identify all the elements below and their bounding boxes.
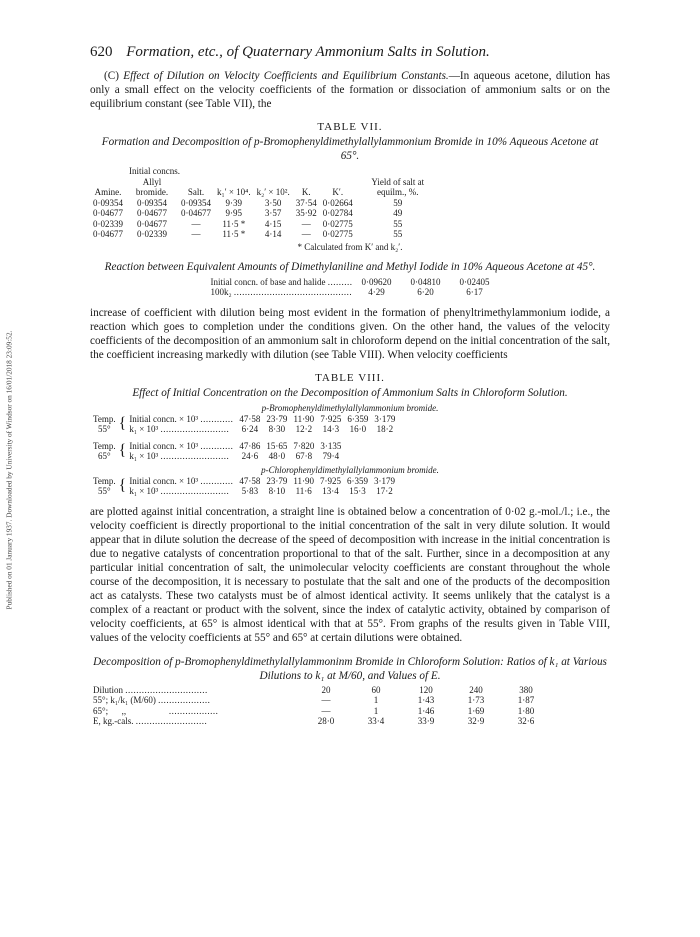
table-row (90, 208, 440, 219)
table-cell: 3·135 (320, 440, 342, 451)
temp-label: Temp. (93, 413, 116, 424)
table7-group-header: Initial concns. (129, 166, 180, 176)
table-cell: 0·04677 (181, 208, 211, 218)
table-cell: 0·04677 (93, 229, 123, 239)
table-cell: 1 (373, 705, 379, 716)
table-cell: 1 (373, 695, 379, 705)
table-cell: — (301, 218, 311, 229)
table-cell: 37·54 (295, 197, 317, 208)
table-cell: 15·65 (266, 440, 288, 451)
table-cell: 32·6 (517, 716, 535, 726)
table-cell: — (191, 229, 201, 239)
table-row (90, 219, 440, 230)
table-cell: 0·09354 (181, 197, 211, 208)
table7-caption: Formation and Decomposition of p-Bromophenyldimethylallylammonium Bromide in 10% Aqueous Acetone at 65°. (101, 136, 599, 162)
table-cell: 0·04677 (93, 208, 123, 218)
table-row (90, 441, 398, 452)
table-cell: 12·2 (295, 424, 313, 434)
table9 (90, 685, 551, 727)
table-cell: 1·43 (417, 695, 435, 705)
table-cell: 4·15 (264, 218, 282, 229)
table7-col-header: Allyl bromide. (135, 176, 169, 197)
table-cell: 28·0 (317, 716, 335, 726)
table7-col-header: k₁′ × 10⁴. (217, 187, 251, 197)
row-label-text: Initial concn. of base and halide (210, 276, 326, 287)
table7-col-header: Yield of salt at equilm., %. (371, 176, 425, 197)
table-cell: 20 (321, 684, 331, 695)
table-cell: 32·9 (467, 716, 485, 726)
running-header (90, 44, 610, 61)
brace-icon: { (118, 477, 127, 494)
body-paragraph: increase of coefficient with dilution being most evident in the formation of phenyltrimethylammonium iodide, a reaction which goes to completion under the conditions given. On the other hand, the values of the velocity coefficients of the decomposition of an ammonium salt in chloroform depend on the initial concentration of the salt, the coefficient increasing markedly with dilution (see Table VIII). When velocity coefficients (90, 306, 610, 361)
table-cell: 6·17 (466, 287, 483, 297)
table-cell: 0·02775 (322, 229, 353, 239)
table-cell: 15·3 (349, 486, 366, 496)
table7-col-header: K′. (332, 187, 344, 197)
table-cell: 1·73 (467, 695, 485, 705)
table-cell (371, 441, 398, 452)
row-label: Initial concn. × 10³ ............ (129, 475, 234, 486)
row-label-text: Initial concn. × 10³ (129, 440, 199, 451)
table-cell: 13·4 (322, 486, 339, 496)
table-cell: 33·9 (417, 716, 435, 726)
table-cell: 4·14 (264, 229, 282, 239)
table-cell: 11·6 (295, 486, 312, 496)
table-cell: 1·69 (467, 705, 485, 716)
brace-icon: { (118, 415, 127, 432)
table-cell: 48·0 (268, 451, 286, 461)
reaction-caption: Reaction between Equivalent Amounts of Dimethylaniline and Methyl Iodide in 10% Aqueous Acetone at 45°. (104, 260, 596, 273)
table-row (90, 414, 398, 425)
table8-caption: Effect of Initial Concentration on the Decomposition of Ammonium Salts in Chloroform Solution. (132, 386, 568, 399)
table-cell: — (321, 705, 331, 716)
table7-col-header: Amine. (94, 187, 122, 197)
table-cell: 60 (371, 684, 381, 695)
row-label-text: E, kg.-cals. (93, 716, 134, 726)
table-row (208, 287, 493, 298)
table-cell: 9·95 (225, 208, 243, 218)
table8-block (90, 414, 398, 462)
table-cell: 0·04810 (410, 276, 441, 287)
row-label-text: k₁ × 10³ (129, 451, 159, 461)
table-cell: 55 (393, 218, 403, 229)
intro-paragraph (90, 69, 610, 111)
table-cell: 0·02664 (322, 197, 353, 208)
row-label-text: k₁ × 10³ (129, 424, 159, 434)
table-row (90, 198, 440, 209)
row-label: k₁ × 10³ ......................... (129, 424, 230, 434)
table-cell: 7·925 (320, 475, 341, 486)
table7-col-header: Salt. (187, 187, 205, 197)
section-label: (C) (104, 70, 119, 82)
table-cell: 6·20 (417, 287, 434, 297)
table-cell: 0·09620 (361, 276, 392, 287)
table-row (90, 716, 551, 727)
intro-text: —In aqueous acetone, dilution has only a small effect on the velocity coefficients of the formation or dissociation of ammonium salts or on the equilibrium constant (see Table VII), the (90, 70, 611, 110)
table-cell: 0·04677 (137, 208, 167, 218)
table-cell: 0·09354 (93, 197, 123, 208)
temp-label: Temp. (93, 440, 116, 451)
table7-col-header: K. (301, 187, 311, 197)
table-cell: 55 (393, 229, 403, 239)
table-cell (371, 451, 398, 462)
download-watermark (2, 150, 16, 790)
journal-page (90, 44, 610, 727)
brace-icon: { (118, 442, 127, 459)
table-cell: 0·09354 (137, 197, 167, 208)
row-label: E, kg.-cals. .......................... (93, 716, 208, 726)
table-cell: 79·4 (322, 451, 340, 461)
table-cell: 33·4 (367, 716, 385, 726)
table-cell: 8·30 (268, 424, 286, 434)
table7-footnote: * Calculated from K′ and k₂′. (297, 241, 403, 252)
row-label: 55°; k₁/k₁ (M/60) ................... (93, 695, 211, 705)
reaction-table (208, 277, 493, 298)
table-cell: 18·2 (376, 424, 394, 434)
table-row (208, 277, 493, 288)
table-cell: 24·6 (241, 451, 259, 461)
table8-subheading: p-Chlorophenyldimethylallylammonium bromide. (261, 464, 439, 475)
page-number: 620 (90, 44, 113, 60)
table-cell: 0·04677 (137, 218, 167, 229)
table-cell: 67·8 (295, 451, 313, 461)
row-label-text: Initial concn. × 10³ (129, 475, 199, 486)
table7 (90, 166, 440, 240)
table-cell: 6·24 (241, 424, 259, 434)
table-cell: 6·359 (347, 475, 368, 486)
row-label: 65°; ,, .................. (93, 705, 219, 716)
temp-value: 55° (98, 424, 111, 434)
table-cell: 11·90 (293, 475, 314, 486)
table8-subheading: p-Bromophenyldimethylallylammonium bromide. (261, 402, 439, 413)
table-cell: 3·57 (264, 208, 282, 218)
row-label: k₁ × 10³ ......................... (129, 451, 230, 461)
table-cell: 3·179 (374, 413, 396, 424)
table-cell: 49 (393, 208, 403, 218)
table-row (90, 476, 398, 487)
table-cell: 1·46 (417, 705, 435, 716)
table-cell: 35·92 (295, 208, 317, 218)
table-row (90, 706, 551, 717)
table-cell: 1·87 (517, 695, 535, 705)
table-cell: 120 (419, 684, 433, 695)
table-cell: 8·10 (268, 486, 286, 496)
table9-caption: Decomposition of p-Bromophenyldimethylallylammoninm Bromide in Chloroform Solution: Ratios of k₁ at Various Dilutions to k₁ at M/60, and Values of E. (93, 655, 607, 682)
table-cell: 47·58 (239, 413, 261, 424)
table-cell: 47·86 (239, 440, 261, 451)
table-cell (344, 441, 371, 452)
table7-header-row (90, 177, 440, 198)
table7-col-header: k₂′ × 10². (256, 187, 290, 197)
table-cell: 0·02405 (459, 276, 490, 287)
table-cell: 240 (469, 684, 483, 695)
temp-value: 55° (98, 486, 111, 496)
table-row (90, 695, 551, 706)
table-cell (344, 451, 371, 462)
table-cell: 3·179 (374, 475, 395, 486)
table8-block (90, 476, 398, 497)
table-cell: 16·0 (349, 424, 367, 434)
body-paragraph: are plotted against initial concentration, a straight line is obtained below a concentration of 0·02 g.-mol./l.; i.e., the velocity coefficient is directly proportional to the initial concentration of the salt in very dilute solution. It would appear that in dilute solution the decrease of the speed of decomposition with increase in the initial concentration is due to negative catalysts of concentration proportional to that of the salt. Further, since in a decomposition at any particular initial concentration of salt, the unimolecular velocity coefficients are constant throughout the whole course of the decomposition, it is necessary to postulate that the salt and one of the products of the decomposition act as catalysts. These two catalysts must be of almost identical activity. It seems unlikely that the catalyst is a complex of a reactant or product with the solvent, since the index of catalytic activity, obtained by comparison of velocity coefficients, at 65° is almost identical with that at 55°. From graphs of the results given in Table VIII, values of the velocity coefficients at 55° and 65° at certain dilutions were obtained. (90, 505, 610, 644)
row-label: Dilution .............................. (93, 684, 208, 695)
table-row (90, 685, 551, 696)
table-cell: 11·5 * (222, 218, 246, 229)
table-row (90, 486, 398, 497)
table-cell: 23·79 (266, 475, 288, 486)
table-cell: 9·39 (225, 197, 243, 208)
row-label: Initial concn. × 10³ ............ (129, 440, 234, 451)
table-cell: 59 (393, 197, 403, 208)
table-cell: 17·2 (376, 486, 393, 496)
table-cell: 4·29 (368, 287, 385, 297)
table-cell: 1·80 (517, 705, 535, 716)
table-cell: 47·58 (239, 475, 261, 486)
table-cell: — (321, 695, 331, 705)
table-cell: 380 (519, 684, 533, 695)
row-label: Initial concn. × 10³ ............ (129, 413, 234, 424)
table-cell: 0·02784 (322, 208, 353, 218)
table-cell: 6·359 (347, 413, 369, 424)
row-label-text: Dilution (93, 684, 124, 695)
row-label: 100k₂ ........................................... (210, 287, 353, 297)
table-cell: — (301, 229, 311, 239)
table-cell: 23·79 (266, 413, 288, 424)
table-cell: 14·3 (322, 424, 340, 434)
table-cell: — (191, 218, 201, 229)
table-cell: 11·5 * (222, 229, 246, 239)
table-cell: 7·820 (293, 440, 315, 451)
table-cell: 0·02339 (137, 229, 167, 239)
temp-label: Temp. (93, 475, 116, 486)
row-label-text: 55°; k₁/k₁ (M/60) (93, 695, 156, 705)
table-row (90, 424, 398, 435)
download-note: Published on 01 January 1937. Downloaded by University of Windsor on 16/01/2018 23:09:52. (4, 330, 14, 610)
table-cell: 0·02775 (322, 218, 353, 229)
table7-label: TABLE VII. (317, 121, 383, 133)
table-row (90, 229, 440, 240)
row-label-text: k₁ × 10³ (129, 486, 159, 496)
table-cell: 0·02339 (93, 218, 123, 229)
row-label-text: 65°; ,, (93, 705, 127, 716)
temp-value: 65° (98, 451, 111, 461)
table-cell: 11·90 (293, 413, 315, 424)
row-label-text: 100k₂ (210, 287, 232, 297)
row-label-text: Initial concn. × 10³ (129, 413, 199, 424)
table-cell: 5·83 (241, 486, 259, 496)
row-label: Initial concn. of base and halide ......... (210, 276, 353, 287)
row-label: k₁ × 10³ ......................... (129, 486, 230, 496)
table-row (90, 451, 398, 462)
table-cell: 7·925 (320, 413, 342, 424)
table8-label: TABLE VIII. (315, 371, 385, 384)
section-heading: Effect of Dilution on Velocity Coefficients and Equilibrium Constants. (123, 70, 449, 82)
table-cell: 3·50 (264, 197, 282, 208)
running-title: Formation, etc., of Quaternary Ammonium Salts in Solution. (126, 44, 490, 60)
